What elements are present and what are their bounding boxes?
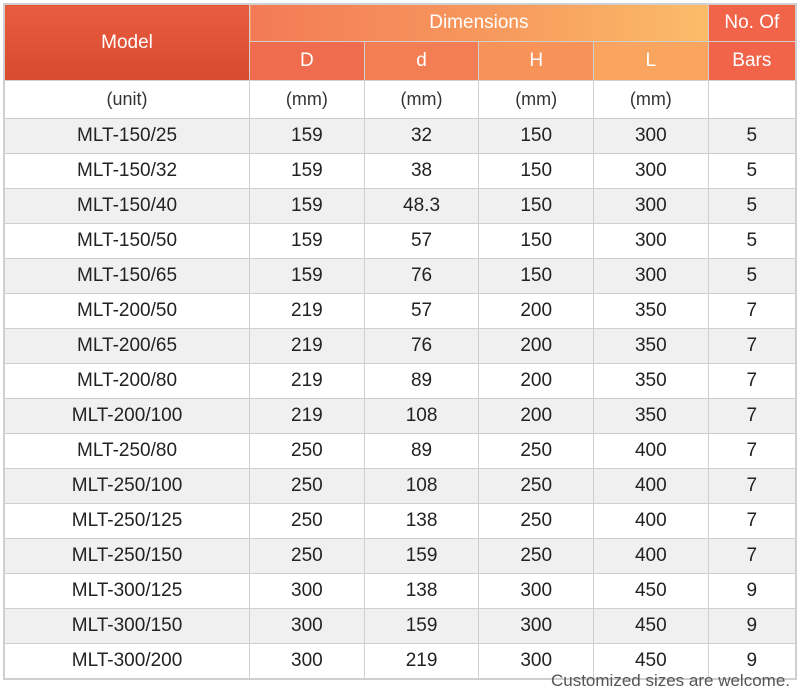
- cell-bars: 7: [708, 399, 795, 434]
- cell-H: 150: [479, 189, 594, 224]
- cell-model: MLT-250/150: [5, 539, 250, 574]
- cell-model: MLT-200/100: [5, 399, 250, 434]
- cell-L: 350: [594, 329, 709, 364]
- table-row: [5, 259, 796, 294]
- cell-bars: 7: [708, 539, 795, 574]
- table-body: [5, 81, 796, 679]
- cell-H: 150: [479, 119, 594, 154]
- cell-d: 219: [364, 644, 479, 679]
- table-row: [5, 189, 796, 224]
- units-label: (unit): [5, 81, 250, 119]
- table-row: [5, 119, 796, 154]
- cell-L: 350: [594, 364, 709, 399]
- cell-model: MLT-300/200: [5, 644, 250, 679]
- cell-bars: 7: [708, 504, 795, 539]
- cell-L: 300: [594, 154, 709, 189]
- cell-D: 219: [250, 294, 365, 329]
- cell-model: MLT-150/25: [5, 119, 250, 154]
- cell-bars: 5: [708, 154, 795, 189]
- table-header: [5, 5, 796, 81]
- header-col-L: L: [594, 41, 709, 80]
- cell-model: MLT-300/150: [5, 609, 250, 644]
- cell-bars: 7: [708, 469, 795, 504]
- cell-d: 38: [364, 154, 479, 189]
- cell-bars: 5: [708, 119, 795, 154]
- cell-H: 200: [479, 294, 594, 329]
- cell-D: 250: [250, 539, 365, 574]
- cell-L: 400: [594, 504, 709, 539]
- cell-bars: 5: [708, 224, 795, 259]
- units-cell: (mm): [250, 81, 365, 119]
- cell-L: 300: [594, 119, 709, 154]
- footnote: Customized sizes are welcome.: [550, 671, 790, 690]
- cell-d: 76: [364, 259, 479, 294]
- cell-D: 250: [250, 469, 365, 504]
- cell-D: 159: [250, 189, 365, 224]
- header-dimensions: Dimensions: [250, 5, 709, 42]
- cell-L: 450: [594, 574, 709, 609]
- units-cell: (mm): [479, 81, 594, 119]
- cell-d: 159: [364, 539, 479, 574]
- cell-H: 300: [479, 644, 594, 679]
- table-row: [5, 574, 796, 609]
- cell-L: 400: [594, 539, 709, 574]
- cell-H: 250: [479, 469, 594, 504]
- cell-model: MLT-150/65: [5, 259, 250, 294]
- cell-D: 159: [250, 259, 365, 294]
- spec-table: [4, 4, 796, 679]
- cell-H: 250: [479, 539, 594, 574]
- table-row: [5, 154, 796, 189]
- cell-L: 400: [594, 469, 709, 504]
- cell-D: 159: [250, 119, 365, 154]
- header-model: Model: [5, 5, 250, 81]
- header-col-H: H: [479, 41, 594, 80]
- cell-D: 159: [250, 154, 365, 189]
- cell-L: 350: [594, 399, 709, 434]
- table-row: [5, 434, 796, 469]
- cell-H: 150: [479, 224, 594, 259]
- cell-D: 159: [250, 224, 365, 259]
- cell-d: 48.3: [364, 189, 479, 224]
- cell-model: MLT-250/100: [5, 469, 250, 504]
- cell-model: MLT-300/125: [5, 574, 250, 609]
- table-row: [5, 329, 796, 364]
- cell-bars: 7: [708, 364, 795, 399]
- cell-d: 89: [364, 434, 479, 469]
- cell-H: 250: [479, 504, 594, 539]
- cell-d: 89: [364, 364, 479, 399]
- table-row: [5, 294, 796, 329]
- header-bars-line1: No. Of: [708, 5, 795, 42]
- table-row: [5, 609, 796, 644]
- cell-L: 450: [594, 609, 709, 644]
- cell-L: 450: [594, 644, 709, 679]
- cell-L: 300: [594, 224, 709, 259]
- cell-D: 300: [250, 574, 365, 609]
- cell-H: 150: [479, 259, 594, 294]
- cell-H: 300: [479, 574, 594, 609]
- units-cell: (mm): [364, 81, 479, 119]
- units-cell: [708, 81, 795, 119]
- header-col-D: D: [250, 41, 365, 80]
- header-col-d: d: [364, 41, 479, 80]
- table-row: [5, 399, 796, 434]
- cell-d: 57: [364, 224, 479, 259]
- cell-bars: 9: [708, 609, 795, 644]
- cell-D: 219: [250, 399, 365, 434]
- cell-bars: 7: [708, 329, 795, 364]
- cell-d: 108: [364, 469, 479, 504]
- cell-D: 219: [250, 364, 365, 399]
- cell-D: 300: [250, 644, 365, 679]
- cell-H: 300: [479, 609, 594, 644]
- units-cell: (mm): [594, 81, 709, 119]
- spec-table-container: [3, 3, 797, 680]
- cell-H: 150: [479, 154, 594, 189]
- cell-D: 219: [250, 329, 365, 364]
- cell-H: 200: [479, 364, 594, 399]
- cell-model: MLT-150/40: [5, 189, 250, 224]
- table-row: [5, 364, 796, 399]
- cell-bars: 5: [708, 259, 795, 294]
- cell-model: MLT-150/50: [5, 224, 250, 259]
- cell-H: 200: [479, 329, 594, 364]
- header-bars-line2: Bars: [708, 41, 795, 80]
- cell-L: 400: [594, 434, 709, 469]
- cell-bars: 7: [708, 434, 795, 469]
- table-row: [5, 224, 796, 259]
- cell-d: 76: [364, 329, 479, 364]
- cell-d: 159: [364, 609, 479, 644]
- cell-D: 250: [250, 434, 365, 469]
- cell-H: 250: [479, 434, 594, 469]
- cell-L: 300: [594, 259, 709, 294]
- table-row: [5, 539, 796, 574]
- cell-model: MLT-200/50: [5, 294, 250, 329]
- cell-D: 300: [250, 609, 365, 644]
- cell-model: MLT-250/80: [5, 434, 250, 469]
- cell-L: 300: [594, 189, 709, 224]
- cell-model: MLT-200/65: [5, 329, 250, 364]
- units-row: [5, 81, 796, 119]
- cell-bars: 9: [708, 574, 795, 609]
- table-row: [5, 504, 796, 539]
- cell-bars: 5: [708, 189, 795, 224]
- table-row: [5, 469, 796, 504]
- cell-model: MLT-150/32: [5, 154, 250, 189]
- cell-D: 250: [250, 504, 365, 539]
- cell-L: 350: [594, 294, 709, 329]
- cell-model: MLT-250/125: [5, 504, 250, 539]
- cell-d: 32: [364, 119, 479, 154]
- cell-bars: 7: [708, 294, 795, 329]
- cell-d: 57: [364, 294, 479, 329]
- cell-bars: 9: [708, 644, 795, 679]
- cell-H: 200: [479, 399, 594, 434]
- cell-d: 138: [364, 504, 479, 539]
- cell-d: 108: [364, 399, 479, 434]
- cell-model: MLT-200/80: [5, 364, 250, 399]
- cell-d: 138: [364, 574, 479, 609]
